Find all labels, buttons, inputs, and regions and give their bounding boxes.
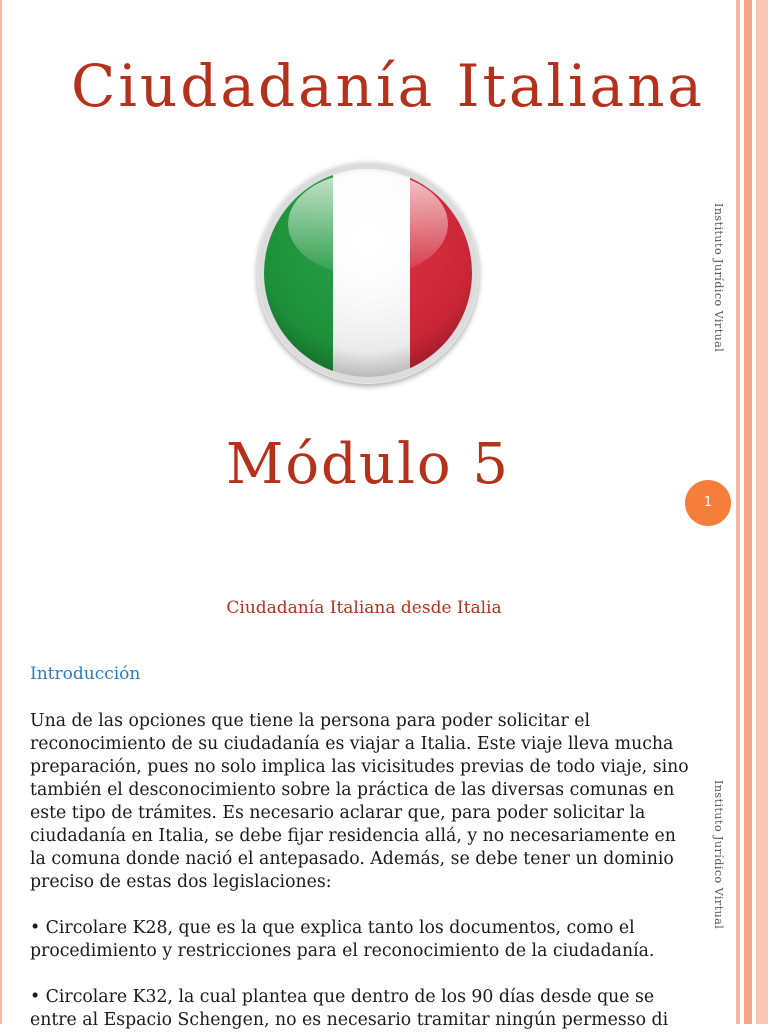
- module-title: Módulo 5: [225, 432, 511, 497]
- subtitle: Ciudadanía Italiana desde Italia: [226, 598, 502, 618]
- bullet-item-k28: • Circolare K28, que es la que explica tanto los documentos, como el procedimiento y restricciones para el reconocimiento de la ciudadanía.: [30, 918, 655, 961]
- section-heading: Introducción: [30, 664, 141, 684]
- page-title: Ciudadanía Italiana: [70, 52, 706, 120]
- side-label-top: Instituto Jurídico Virtual: [712, 203, 725, 353]
- page-number-badge: 1: [685, 480, 731, 526]
- decorative-border-stripes: [736, 0, 768, 1024]
- intro-paragraph: [30, 710, 690, 894]
- side-label-bottom: Instituto Jurídico Virtual: [712, 780, 725, 930]
- intro-paragraph-text: Una de las opciones que tiene la persona para poder solicitar el reconocimiento de su ciudadanía es viajar a Italia. Este viaje lleva mucha preparación, pues no solo implica las vicisitudes previas de todo viaje, sino también el desconocimiento sobre la práctica de las diversas comunas en este tipo de trámites. Es necesario aclarar que, para poder solicitar la ciudadanía en Italia, se debe fijar residencia allá, y no necesariamente en la comuna donde nació el antepasado. Además, se debe tener un dominio preciso de estas dos legislaciones:: [30, 711, 689, 892]
- italy-flag-icon: [257, 162, 479, 384]
- bullet-item-k32: • Circolare K32, la cual plantea que dentro de los 90 días desde que se entre al Espacio Schengen, no es necesario tramitar ningún permesso di: [30, 987, 669, 1030]
